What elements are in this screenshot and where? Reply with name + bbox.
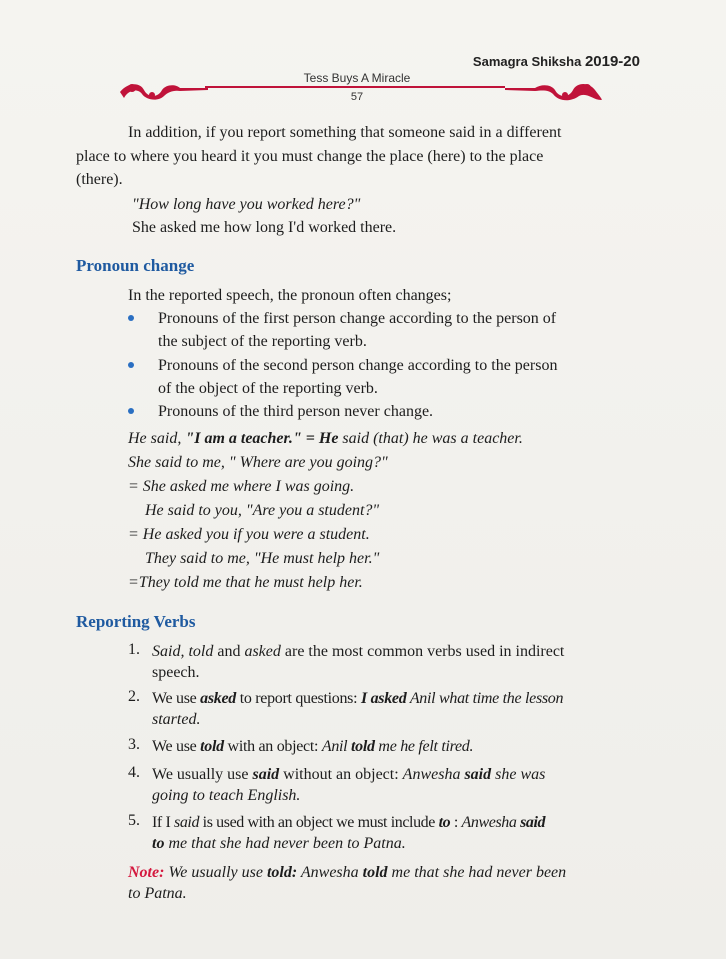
brand-name: Samagra Shiksha (472, 54, 582, 69)
header-year: 2019-20 (584, 53, 640, 70)
pronoun-bullet-1-line-2: the subject of the reporting verb. (158, 333, 367, 350)
intro-line-2: place to where you heard it you must change the place (here) to the place (76, 148, 544, 165)
right-ornament-icon (505, 78, 605, 102)
intro-line-1: In addition, if you report something that someone said in a different (128, 124, 562, 141)
intro-example-question: "How long have you worked here?" (132, 196, 361, 213)
left-ornament-icon (118, 78, 208, 102)
pronoun-example-3: = She asked me where I was going. (128, 478, 355, 495)
list-number: 3. (128, 736, 140, 753)
pronoun-lead: In the reported speech, the pronoun often changes; (128, 287, 452, 304)
note-line-2: to Patna. (128, 885, 187, 902)
reporting-item-5-line-2: to me that she had never been to Patna. (152, 835, 406, 852)
reporting-item-1-line-2: speech. (152, 664, 200, 681)
pronoun-example-1: He said, "I am a teacher." = He said (that) he was a teacher. (128, 430, 523, 447)
header-rule (205, 86, 505, 88)
list-number: 4. (128, 764, 140, 781)
reporting-item-4-line-1: We usually use said without an object: Anwesha said she was (152, 766, 546, 783)
header-brand (473, 53, 640, 70)
note-line-1: Note: We usually use told: Anwesha told me that she had never been (128, 864, 567, 881)
list-number: 5. (128, 812, 140, 829)
bullet-icon (128, 362, 134, 368)
pronoun-example-6: They said to me, "He must help her." (145, 550, 380, 567)
page-number: 57 (350, 91, 364, 103)
bullet-icon (128, 408, 134, 414)
pronoun-example-2: She said to me, " Where are you going?" (128, 454, 388, 471)
reporting-heading: Reporting Verbs (76, 612, 196, 631)
intro-line-3: (there). (76, 171, 123, 188)
reporting-item-2-line-1: We use asked to report questions: I asked Anil what time the lesson (152, 690, 564, 707)
reporting-item-4-line-2: going to teach English. (152, 787, 301, 804)
pronoun-bullet-2-line-1: Pronouns of the second person change according to the person (158, 357, 558, 374)
reporting-item-5-line-1: If I said is used with an object we must include to : Anwesha said (152, 814, 546, 831)
list-number: 2. (128, 688, 140, 705)
pronoun-bullet-2-line-2: of the object of the reporting verb. (158, 380, 378, 397)
reporting-item-2-line-2: started. (152, 711, 201, 728)
running-title: Tess Buys A Miracle (303, 71, 411, 85)
note-label: Note: (128, 864, 165, 881)
pronoun-example-5: = He asked you if you were a student. (128, 526, 370, 543)
bullet-icon (128, 315, 134, 321)
pronoun-bullet-3: Pronouns of the third person never change. (158, 403, 434, 420)
intro-example-answer: She asked me how long I'd worked there. (132, 219, 397, 236)
pronoun-bullet-1-line-1: Pronouns of the first person change according to the person of (158, 310, 557, 327)
reporting-item-1-line-1: Said, told and asked are the most common verbs used in indirect (152, 643, 565, 660)
reporting-item-3: We use told with an object: Anil told me he felt tired. (152, 738, 474, 755)
pronoun-example-7: =They told me that he must help her. (128, 574, 363, 591)
list-number: 1. (128, 641, 140, 658)
pronoun-heading: Pronoun change (76, 256, 195, 275)
pronoun-example-4: He said to you, "Are you a student?" (145, 502, 380, 519)
